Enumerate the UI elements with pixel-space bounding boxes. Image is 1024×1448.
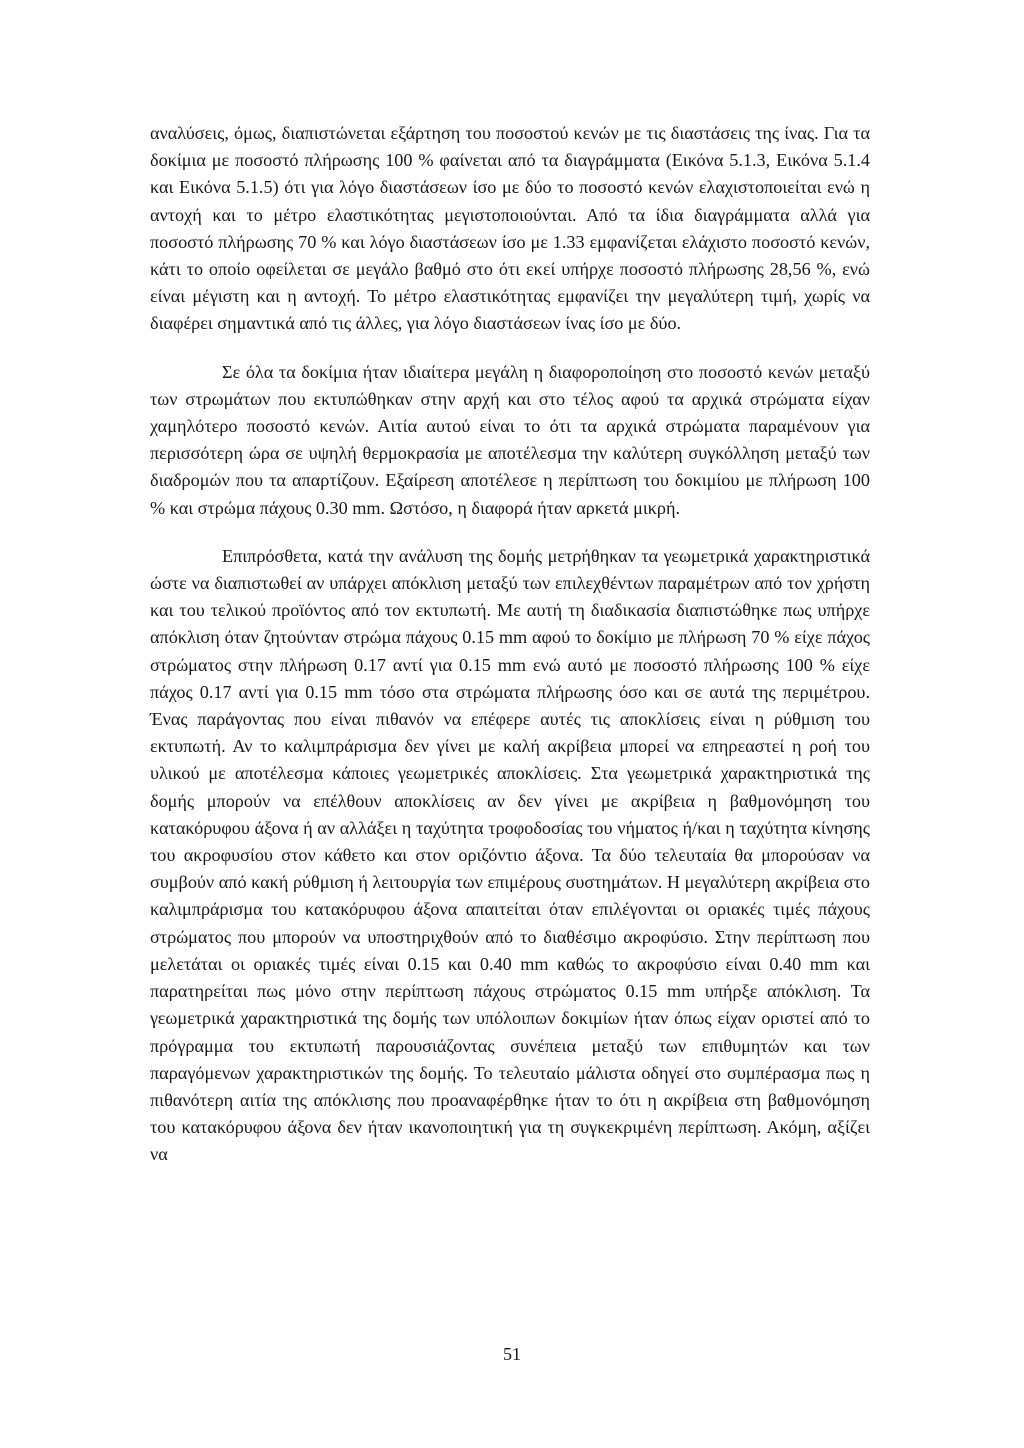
page-number: 51 — [503, 1344, 521, 1364]
paragraph-continuation: αναλύσεις, όμως, διαπιστώνεται εξάρτηση του ποσοστού κενών με τις διαστάσεις της ίνας. Για τα δοκίμια με ποσοστό πλήρωσης 100 % φαίνεται από τα διαγράμματα (Εικόνα 5.1.3, Εικόνα 5.1.4 και Εικόνα 5.1.5) ότι για λόγο διαστάσεων ίσο με δύο το ποσοστό κενών ελαχιστοποιείται ενώ η αντοχή και το μέτρο ελαστικότητας μεγιστοποιούνται. Από τα ίδια διαγράμματα αλλά για ποσοστό πλήρωσης 70 % και λόγο διαστάσεων ίσο με 1.33 εμφανίζεται ελάχιστο ποσοστό κενών, κάτι το οποίο οφείλεται σε μεγάλο βαθμό στο ότι εκεί υπήρχε ποσοστό πλήρωσης 28,56 %, ενώ είναι μέγιστη και η αντοχή. Το μέτρο ελαστικότητας εμφανίζει την μεγαλύτερη τιμή, χωρίς να διαφέρει σημαντικά από τις άλλες, για λόγο διαστάσεων ίνας ίσο με δύο. — [150, 123, 870, 334]
paragraph-void-variation: Σε όλα τα δοκίμια ήταν ιδιαίτερα μεγάλη η διαφοροποίηση στο ποσοστό κενών μεταξύ των στρωμάτων που εκτυπώθηκαν στην αρχή και στο τέλος αφού τα αρχικά στρώματα είχαν χαμηλότερο ποσοστό κενών. Αιτία αυτού είναι το ότι τα αρχικά στρώματα παραμένουν για περισσότερη ώρα σε υψηλή θερμοκρασία με αποτέλεσμα την καλύτερη συγκόλληση μεταξύ των διαδρομών που τα απαρτίζουν. Εξαίρεση αποτέλεσε η περίπτωση του δοκιμίου με πλήρωση 100 % και στρώμα πάχους 0.30 mm. Ωστόσο, η διαφορά ήταν αρκετά μικρή. — [150, 361, 870, 518]
page-body — [150, 120, 870, 1190]
paragraph-geometric-analysis: Επιπρόσθετα, κατά την ανάλυση της δομής μετρήθηκαν τα γεωμετρικά χαρακτηριστικά ώστε να διαπιστωθεί αν υπάρχει απόκλιση μεταξύ των επιλεχθέντων παραμέτρων από τον χρήστη και του τελικού προϊόντος από τον εκτυπωτή. Με αυτή τη διαδικασία διαπιστώθηκε πως υπήρχε απόκλιση όταν ζητούνταν στρώμα πάχους 0.15 mm αφού το δοκίμιο με πλήρωση 70 % είχε πάχος στρώματος στην πλήρωση 0.17 αντί για 0.15 mm ενώ αυτό με ποσοστό πλήρωσης 100 % είχε πάχος 0.17 αντί για 0.15 mm τόσο στα στρώματα πλήρωσης όσο και σε αυτά της περιμέτρου. Ένας παράγοντας που είναι πιθανόν να επέφερε αυτές τις αποκλίσεις είναι η ρύθμιση του εκτυπωτή. Αν το καλιμπράρισμα δεν γίνει με καλή ακρίβεια μπορεί να επηρεαστεί η ροή του υλικού με αποτέλεσμα κάποιες γεωμετρικές αποκλίσεις. Στα γεωμετρικά χαρακτηριστικά της δομής μπορούν να επέλθουν αποκλίσεις αν δεν γίνει με ακρίβεια η βαθμονόμηση του κατακόρυφου άξονα ή αν αλλάξει η ταχύτητα τροφοδοσίας του νήματος ή/και η ταχύτητα κίνησης του ακροφυσίου στον κάθετο και στον οριζόντιο άξονα. Τα δύο τελευταία θα μπορούσαν να συμβούν από κακή ρύθμιση ή λειτουργία των επιμέρους συστημάτων. Η μεγαλύτερη ακρίβεια στο καλιμπράρισμα του κατακόρυφου άξονα απαιτείται όταν επιλέγονται οι οριακές τιμές πάχους στρώματος που μπορούν να υποστηριχθούν από το διαθέσιμο ακροφύσιο. Στην περίπτωση που μελετάται οι οριακές τιμές είναι 0.15 και 0.40 mm καθώς το ακροφύσιο είναι 0.40 mm και παρατηρείται πως μόνο στην περίπτωση πάχους στρώματος 0.15 mm υπήρξε απόκλιση. Τα γεωμετρικά χαρακτηριστικά της δομής των υπόλοιπων δοκιμίων ήταν όπως είχαν οριστεί από το πρόγραμμα του εκτυπωτή παρουσιάζοντας συνέπεια μεταξύ των επιθυμητών και των παραγόμενων χαρακτηριστικών της δομής. Το τελευταίο μάλιστα οδηγεί στο συμπέρασμα πως η πιθανότερη αιτία της απόκλισης που προαναφέρθηκε ήταν το ότι η ακρίβεια στη βαθμονόμηση του κατακόρυφου άξονα δεν ήταν ικανοποιητική για τη συγκεκριμένη περίπτωση. Ακόμη, αξίζει να — [150, 545, 870, 1165]
